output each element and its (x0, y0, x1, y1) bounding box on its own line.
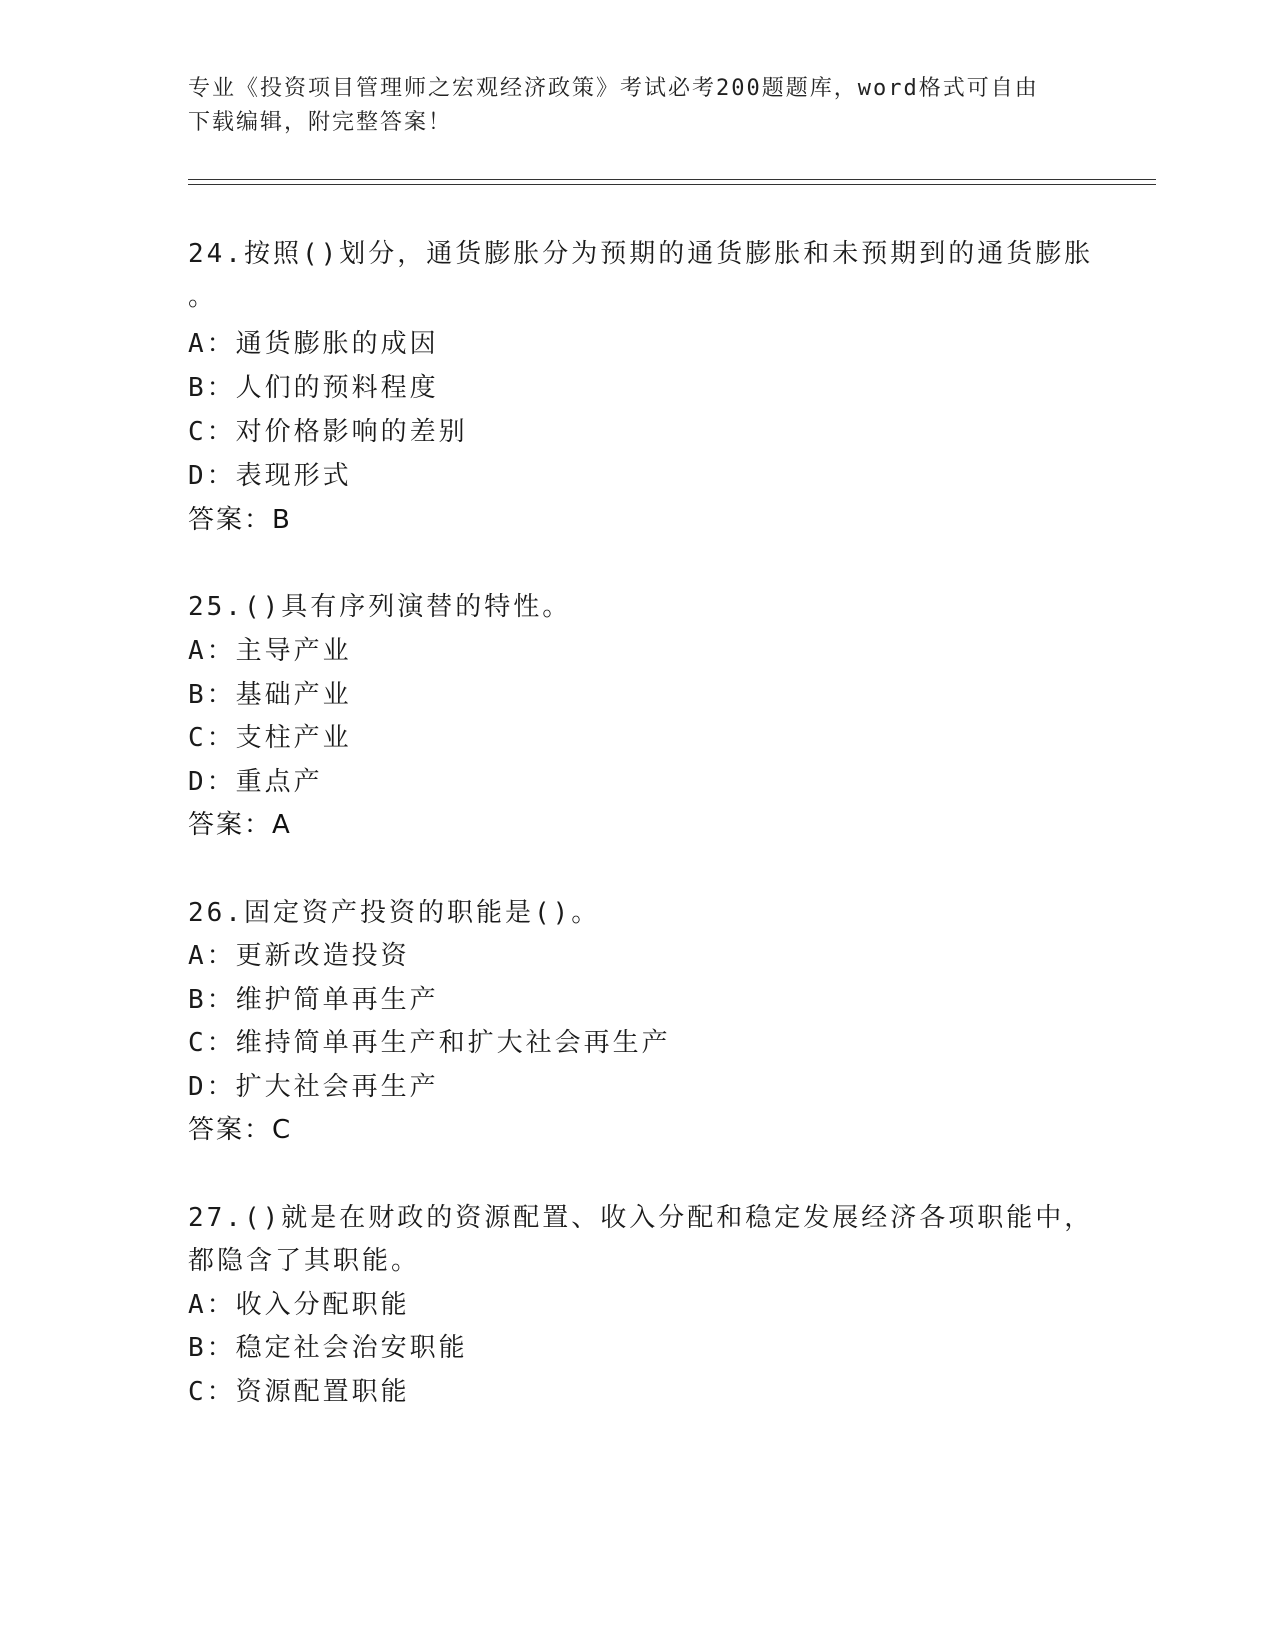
question-24-option-a: A：通货膨胀的成因 (188, 329, 439, 359)
question-24-option-c: C：对价格影响的差别 (188, 417, 468, 447)
question-27-text: 27.()就是在财政的资源配置、收入分配和稳定发展经济各项职能中， (188, 1203, 1094, 1233)
question-25-option-c: C：支柱产业 (188, 723, 352, 753)
header-line-1: 专业《投资项目管理师之宏观经济政策》考试必考200题题库，word格式可自由 (188, 76, 1039, 101)
question-25-text: 25.()具有序列演替的特性。 (188, 592, 572, 622)
question-24-answer: 答案：B (188, 505, 292, 535)
question-26-option-a: A：更新改造投资 (188, 941, 410, 971)
question-26-text: 26.固定资产投资的职能是()。 (188, 898, 601, 928)
question-26-option-d: D：扩大社会再生产 (188, 1072, 439, 1102)
question-24-text-continued: 。 (188, 282, 218, 312)
question-27-option-a: A：收入分配职能 (188, 1290, 410, 1320)
document-header (188, 72, 1088, 140)
question-26-option-c: C：维持简单再生产和扩大社会再生产 (188, 1028, 671, 1058)
question-26-option-b: B：维护简单再生产 (188, 985, 439, 1015)
question-24-option-d: D：表现形式 (188, 461, 352, 491)
question-25-option-d: D：重点产 (188, 767, 323, 797)
question-24-text: 24.按照()划分，通货膨胀分为预期的通货膨胀和未预期到的通货膨胀 (188, 239, 1094, 269)
question-26-answer: 答案：C (188, 1115, 293, 1145)
question-27-option-c: C：资源配置职能 (188, 1377, 410, 1407)
question-27-option-b: B：稳定社会治安职能 (188, 1333, 468, 1363)
question-25-answer: 答案：A (188, 810, 292, 840)
question-24-option-b: B：人们的预料程度 (188, 373, 439, 403)
header-divider-top (188, 179, 1156, 180)
question-25-option-b: B：基础产业 (188, 680, 352, 710)
question-25-option-a: A：主导产业 (188, 636, 352, 666)
header-line-2: 下载编辑，附完整答案！ (188, 110, 453, 135)
header-divider-bottom (188, 184, 1156, 185)
question-27-text-continued: 都隐含了其职能。 (188, 1246, 421, 1276)
